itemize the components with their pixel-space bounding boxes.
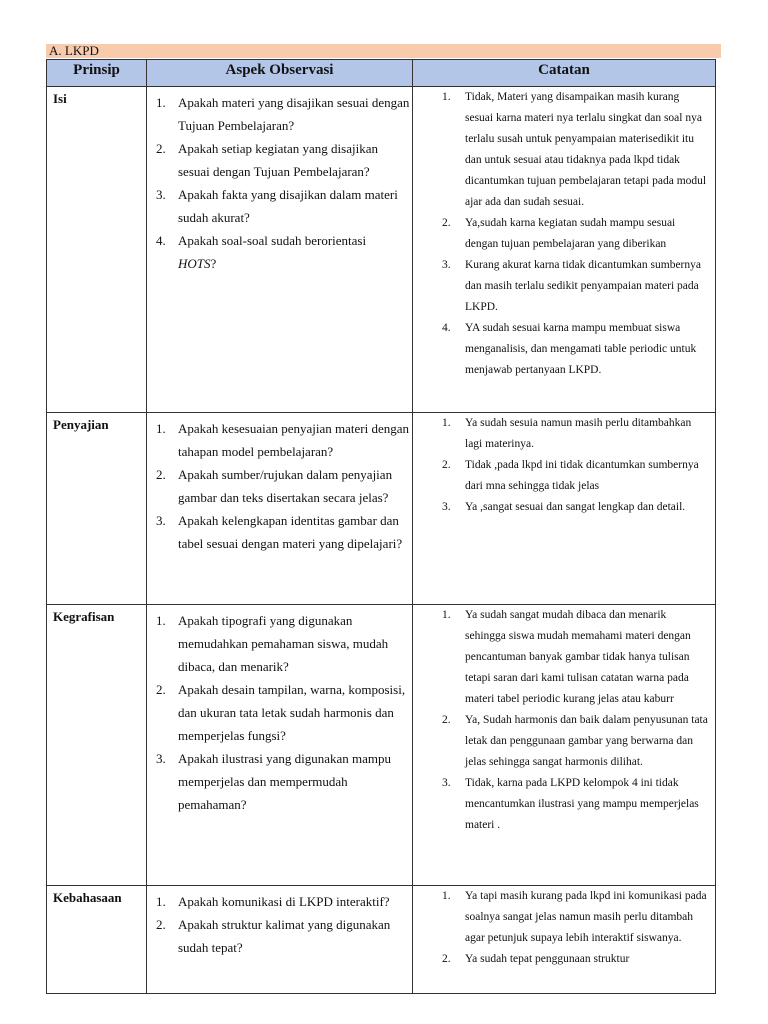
aspek-item: 1. Apakah kesesuaian penyajian materi dengan tahapan model pembelajaran? [156, 421, 410, 459]
observation-table [46, 59, 716, 994]
aspek-item: 3. Apakah ilustrasi yang digunakan mampu memperjelas dan mempermudah pemahaman? [156, 751, 392, 812]
prinsip-cell: Kebahasaan [47, 886, 147, 994]
aspek-item: 3. Apakah kelengkapan identitas gambar dan tabel sesuai dengan materi yang dipelajari? [156, 513, 403, 551]
aspek-item: 2. Apakah struktur kalimat yang digunakan sudah tepat? [156, 917, 391, 955]
table-row [47, 886, 716, 994]
table-row [47, 87, 716, 413]
catatan-item: 2. Ya,sudah karna kegiatan sudah mampu sesuai dengan tujuan pembelajaran yang diberikan [442, 217, 676, 250]
catatan-item: 3. Ya ,sangat sesuai dan sangat lengkap dan detail. [442, 501, 686, 513]
catatan-item: 1. Ya sudah sesuia namun masih perlu ditambahkan lagi materinya. [442, 417, 692, 450]
catatan-item: 2. Ya sudah tepat penggunaan struktur [442, 953, 630, 965]
catatan-item: 3. Tidak, karna pada LKPD kelompok 4 ini tidak mencantumkan ilustrasi yang mampu memperjelas materi . [442, 777, 699, 831]
prinsip-cell: Isi [47, 87, 147, 413]
aspek-item: 3. Apakah fakta yang disajikan dalam materi sudah akurat? [156, 187, 398, 225]
aspek-item: 2. Apakah sumber/rujukan dalam penyajian gambar dan teks disertakan secara jelas? [156, 467, 393, 505]
catatan-item: 1. Ya sudah sangat mudah dibaca dan menarik sehingga siswa mudah memahami materi dengan pencantuman banyak gambar tidak hanya tulisan tetapi saran dari kami tulisan catatan warna pada materi tabel periodic kurang jelas atau kaburr [442, 609, 691, 705]
catatan-item: 2. Tidak ,pada lkpd ini tidak dicantumkan sumbernya dari mna sehingga tidak jelas [442, 459, 699, 492]
aspek-cell [147, 87, 413, 413]
aspek-item: 2. Apakah desain tampilan, warna, komposisi, dan ukuran tata letak sudah harmonis dan memperjelas fungsi? [156, 682, 406, 743]
section-label: A. LKPD [49, 43, 99, 58]
aspek-cell [147, 605, 413, 886]
aspek-italic-term: HOTS [178, 256, 211, 271]
catatan-item: 3. Kurang akurat karna tidak dicantumkan sumbernya dan masih terlalu sedikit penyampaian materi pada LKPD. [442, 259, 701, 313]
header-prinsip: Prinsip [47, 60, 147, 87]
prinsip-cell: Kegrafisan [47, 605, 147, 886]
catatan-item: 1. Ya tapi masih kurang pada lkpd ini komunikasi pada soalnya sangat jelas namun masih perlu ditambah agar petunjuk supaya lebih interaktif siswanya. [442, 890, 707, 944]
header-aspek-observasi: Aspek Observasi [147, 60, 413, 87]
aspek-item: 1. Apakah komunikasi di LKPD interaktif? [156, 894, 390, 909]
table-row [47, 413, 716, 605]
catatan-item: 1. Tidak, Materi yang disampaikan masih kurang sesuai karna materi nya terlalu singkat dan soal nya terlalu susah untuk penyampaian materisedikit itu dan untuk sesuai atau tidaknya pada lkpd tidak dicantumkan tujuan pembelajaran tetapi pada modul ajar ada dan sudah sesuai. [442, 91, 707, 208]
catatan-item: 2. Ya, Sudah harmonis dan baik dalam penyusunan tata letak dan penggunaan gambar yang berwarna dan jelas sehingga sangat harmonis dilihat. [442, 714, 708, 768]
aspek-cell [147, 413, 413, 605]
catatan-cell [413, 605, 716, 886]
catatan-cell [413, 413, 716, 605]
aspek-item: 1. Apakah tipografi yang digunakan memudahkan pemahaman siswa, mudah dibaca, dan menarik? [156, 613, 389, 674]
aspek-cell [147, 886, 413, 994]
prinsip-cell: Penyajian [47, 413, 147, 605]
catatan-cell [413, 886, 716, 994]
header-catatan: Catatan [413, 60, 716, 87]
aspek-item: 1. Apakah materi yang disajikan sesuai dengan Tujuan Pembelajaran? [156, 95, 410, 133]
catatan-item: 4. YA sudah sesuai karna mampu membuat siswa menganalisis, dan mengamati table periodic untuk menjawab pertanyaan LKPD. [442, 322, 697, 376]
section-heading [46, 44, 721, 58]
aspek-item: 4. Apakah soal-soal sudah berorientasi HOTS? [156, 233, 367, 271]
header-row [47, 60, 716, 87]
catatan-cell [413, 87, 716, 413]
aspek-item: 2. Apakah setiap kegiatan yang disajikan sesuai dengan Tujuan Pembelajaran? [156, 141, 378, 179]
table-row [47, 605, 716, 886]
